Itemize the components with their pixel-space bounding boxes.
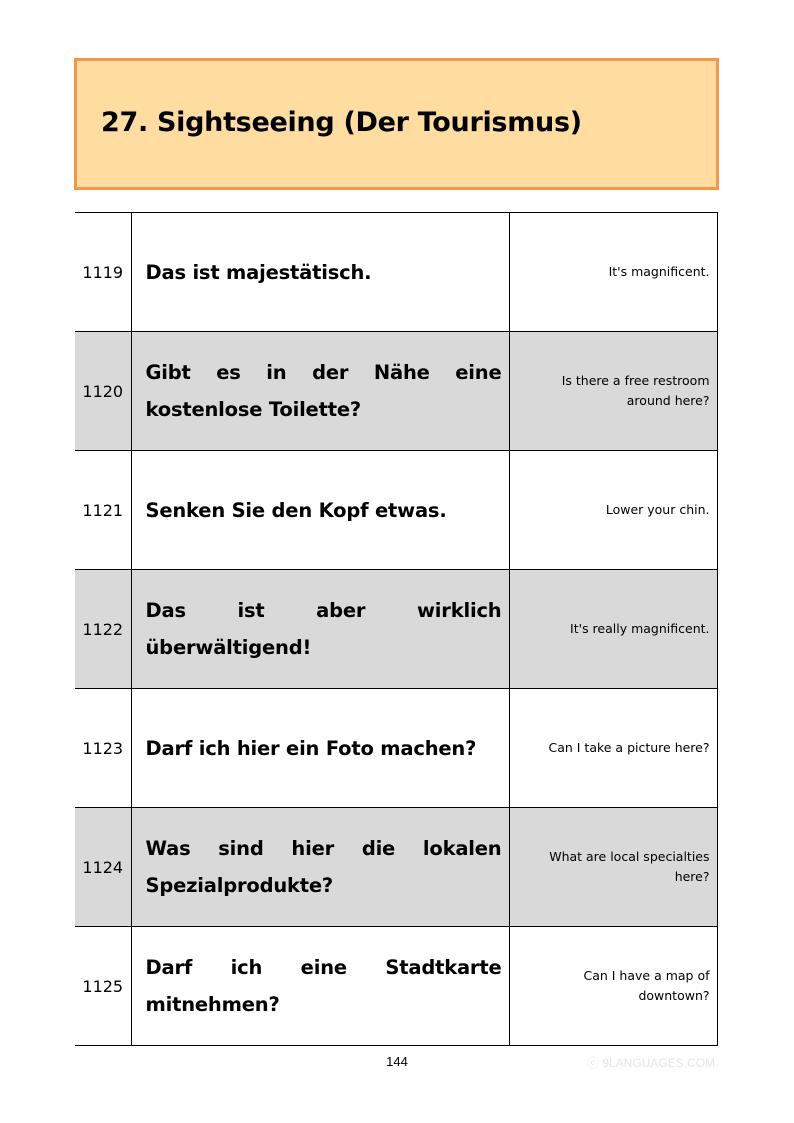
- phrase-table: [75, 212, 718, 1046]
- chapter-header: [74, 58, 719, 190]
- table-row: [75, 451, 717, 570]
- phrase-number: 1120: [75, 332, 131, 451]
- english-translation: It's magnificent.: [509, 213, 717, 332]
- table-row: [75, 332, 717, 451]
- german-phrase: Darf ich eine Stadtkarte mitnehmen?: [131, 927, 509, 1046]
- german-phrase: Das ist majestätisch.: [131, 213, 509, 332]
- table-row: [75, 213, 717, 332]
- table-row: [75, 808, 717, 927]
- phrase-number: 1124: [75, 808, 131, 927]
- copyright-watermark: ⓒ 9LANGUAGES.COM: [587, 1056, 716, 1070]
- german-phrase: Darf ich hier ein Foto machen?: [131, 689, 509, 808]
- page-number: 144: [386, 1054, 408, 1069]
- german-phrase: Senken Sie den Kopf etwas.: [131, 451, 509, 570]
- phrase-number: 1122: [75, 570, 131, 689]
- german-phrase: Gibt es in der Nähe eine kostenlose Toilette?: [131, 332, 509, 451]
- english-translation: Lower your chin.: [509, 451, 717, 570]
- table-row: [75, 570, 717, 689]
- english-translation: Can I have a map of downtown?: [509, 927, 717, 1046]
- phrase-number: 1123: [75, 689, 131, 808]
- phrase-number: 1125: [75, 927, 131, 1046]
- table-row: [75, 689, 717, 808]
- english-translation: It's really magnificent.: [509, 570, 717, 689]
- english-translation: Can I take a picture here?: [509, 689, 717, 808]
- table-row: [75, 927, 717, 1046]
- english-translation: Is there a free restroom around here?: [509, 332, 717, 451]
- chapter-title: 27. Sightseeing (Der Tourismus): [101, 107, 582, 138]
- phrase-number: 1121: [75, 451, 131, 570]
- german-phrase: Was sind hier die lokalen Spezialprodukte?: [131, 808, 509, 927]
- german-phrase: Das ist aber wirklich überwältigend!: [131, 570, 509, 689]
- phrase-number: 1119: [75, 213, 131, 332]
- english-translation: What are local specialties here?: [509, 808, 717, 927]
